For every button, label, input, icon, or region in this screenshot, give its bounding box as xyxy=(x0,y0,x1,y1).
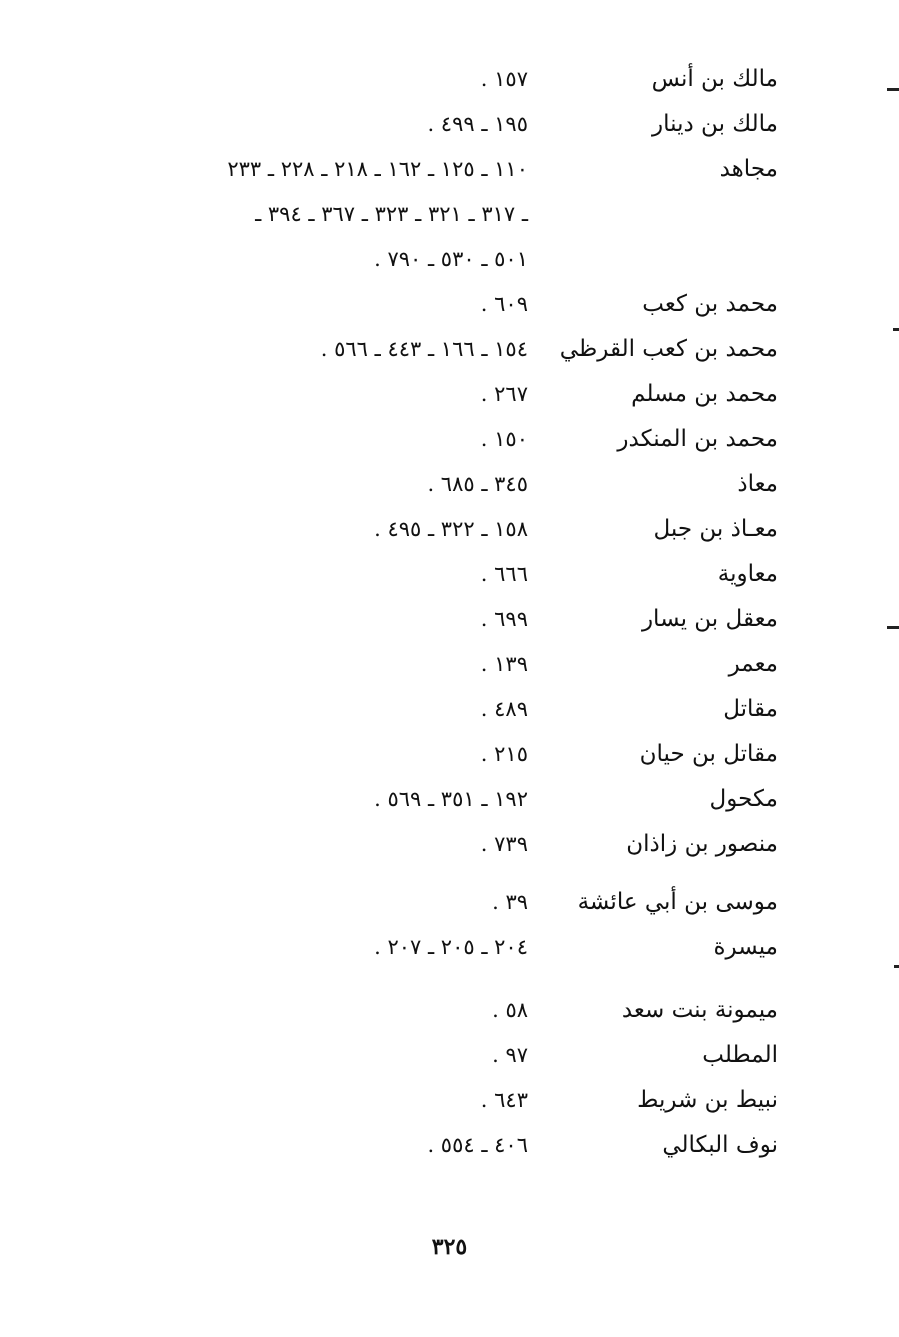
entry-references: ٤٠٦ ـ ٥٥٤ . xyxy=(427,1133,528,1157)
list-item xyxy=(0,993,899,1033)
entry-references: ٦٤٣ . xyxy=(480,1088,528,1112)
entry-references: ١٩٥ ـ ٤٩٩ . xyxy=(427,112,528,136)
scan-edge-mark xyxy=(887,88,899,91)
entry-references: ١٥٠ . xyxy=(480,427,528,451)
entry-name: معقل بن يسار xyxy=(641,606,778,632)
list-item xyxy=(0,647,899,687)
entry-references: ١٩٢ ـ ٣٥١ ـ ٥٦٩ . xyxy=(374,787,528,811)
entry-references: ٢٦٧ . xyxy=(480,382,528,406)
list-item xyxy=(0,1038,899,1078)
list-item xyxy=(0,557,899,597)
entry-references: ٥٨ . xyxy=(492,998,528,1022)
list-item xyxy=(0,62,899,102)
list-item xyxy=(0,930,899,970)
entry-references: ١٥٨ ـ ٣٢٢ ـ ٤٩٥ . xyxy=(374,517,528,541)
entry-name: نوف البكالي xyxy=(662,1132,778,1158)
entry-name: موسى بن أبي عائشة xyxy=(577,889,778,915)
list-item xyxy=(0,692,899,732)
list-item xyxy=(0,1083,899,1123)
entry-references: ١٣٩ . xyxy=(480,652,528,676)
list-item xyxy=(0,1128,899,1168)
entry-references: ١٥٤ ـ ١٦٦ ـ ٤٤٣ ـ ٥٦٦ . xyxy=(320,337,528,361)
entry-references: ٩٧ . xyxy=(492,1043,528,1067)
list-item xyxy=(0,782,899,822)
entry-name: المطلب xyxy=(702,1042,778,1068)
entry-references: ٢١٥ . xyxy=(480,742,528,766)
entry-name: محمد بن مسلم xyxy=(631,381,778,407)
list-item xyxy=(0,287,899,327)
scan-edge-mark xyxy=(894,965,899,968)
entry-name: معمر xyxy=(728,651,778,677)
entry-name: معاوية xyxy=(717,561,778,587)
entry-references: ٧٣٩ . xyxy=(480,832,528,856)
scan-edge-mark xyxy=(887,626,899,629)
entry-name: مالك بن دينار xyxy=(652,111,778,137)
entry-name: ميمونة بنت سعد xyxy=(621,997,778,1023)
list-item xyxy=(0,467,899,507)
entry-references: ١١٠ ـ ١٢٥ ـ ١٦٢ ـ ٢١٨ ـ ٢٢٨ ـ ٢٣٣ xyxy=(227,157,528,181)
entry-references: ١٥٧ . xyxy=(480,67,528,91)
entry-references: ٣٩ . xyxy=(492,890,528,914)
list-item xyxy=(0,107,899,147)
list-item xyxy=(0,377,899,417)
entry-name: محمد بن كعب xyxy=(642,291,778,317)
list-item xyxy=(0,827,899,867)
entry-name: منصور بن زاذان xyxy=(626,831,778,857)
entry-references: ٦٠٩ . xyxy=(480,292,528,316)
entry-references: ٣٤٥ ـ ٦٨٥ . xyxy=(427,472,528,496)
entry-name: معاذ xyxy=(737,471,778,497)
entry-references: ٦٩٩ . xyxy=(480,607,528,631)
entry-references: ٥٠١ ـ ٥٣٠ ـ ٧٩٠ . xyxy=(374,247,528,271)
entry-references: ٤٨٩ . xyxy=(480,697,528,721)
entry-name: مجاهد xyxy=(719,156,778,182)
page-number: ٣٢٥ xyxy=(431,1234,468,1260)
entry-name: مالك بن أنس xyxy=(651,66,778,92)
entry-name: محمد بن المنكدر xyxy=(617,426,778,452)
list-item-continuation xyxy=(0,197,899,237)
entry-name: محمد بن كعب القرظي xyxy=(559,336,778,362)
list-item-continuation xyxy=(0,242,899,282)
list-item xyxy=(0,885,899,925)
list-item xyxy=(0,602,899,642)
list-item xyxy=(0,737,899,777)
entry-name: مقاتل بن حيان xyxy=(639,741,778,767)
entry-references: ٦٦٦ . xyxy=(480,562,528,586)
entry-name: ميسرة xyxy=(713,934,778,960)
entry-references: ـ ٣١٧ ـ ٣٢١ ـ ٣٢٣ ـ ٣٦٧ ـ ٣٩٤ ـ xyxy=(255,202,528,226)
entry-name: معـاذ بن جبل xyxy=(653,516,778,542)
entry-name: نبيط بن شريط xyxy=(637,1087,778,1113)
entry-references: ٢٠٤ ـ ٢٠٥ ـ ٢٠٧ . xyxy=(374,935,528,959)
list-item xyxy=(0,332,899,372)
entry-name: مكحول xyxy=(709,786,778,812)
list-item xyxy=(0,512,899,552)
entry-name: مقاتل xyxy=(723,696,778,722)
scan-edge-mark xyxy=(893,328,899,331)
list-item xyxy=(0,422,899,462)
list-item xyxy=(0,152,899,192)
